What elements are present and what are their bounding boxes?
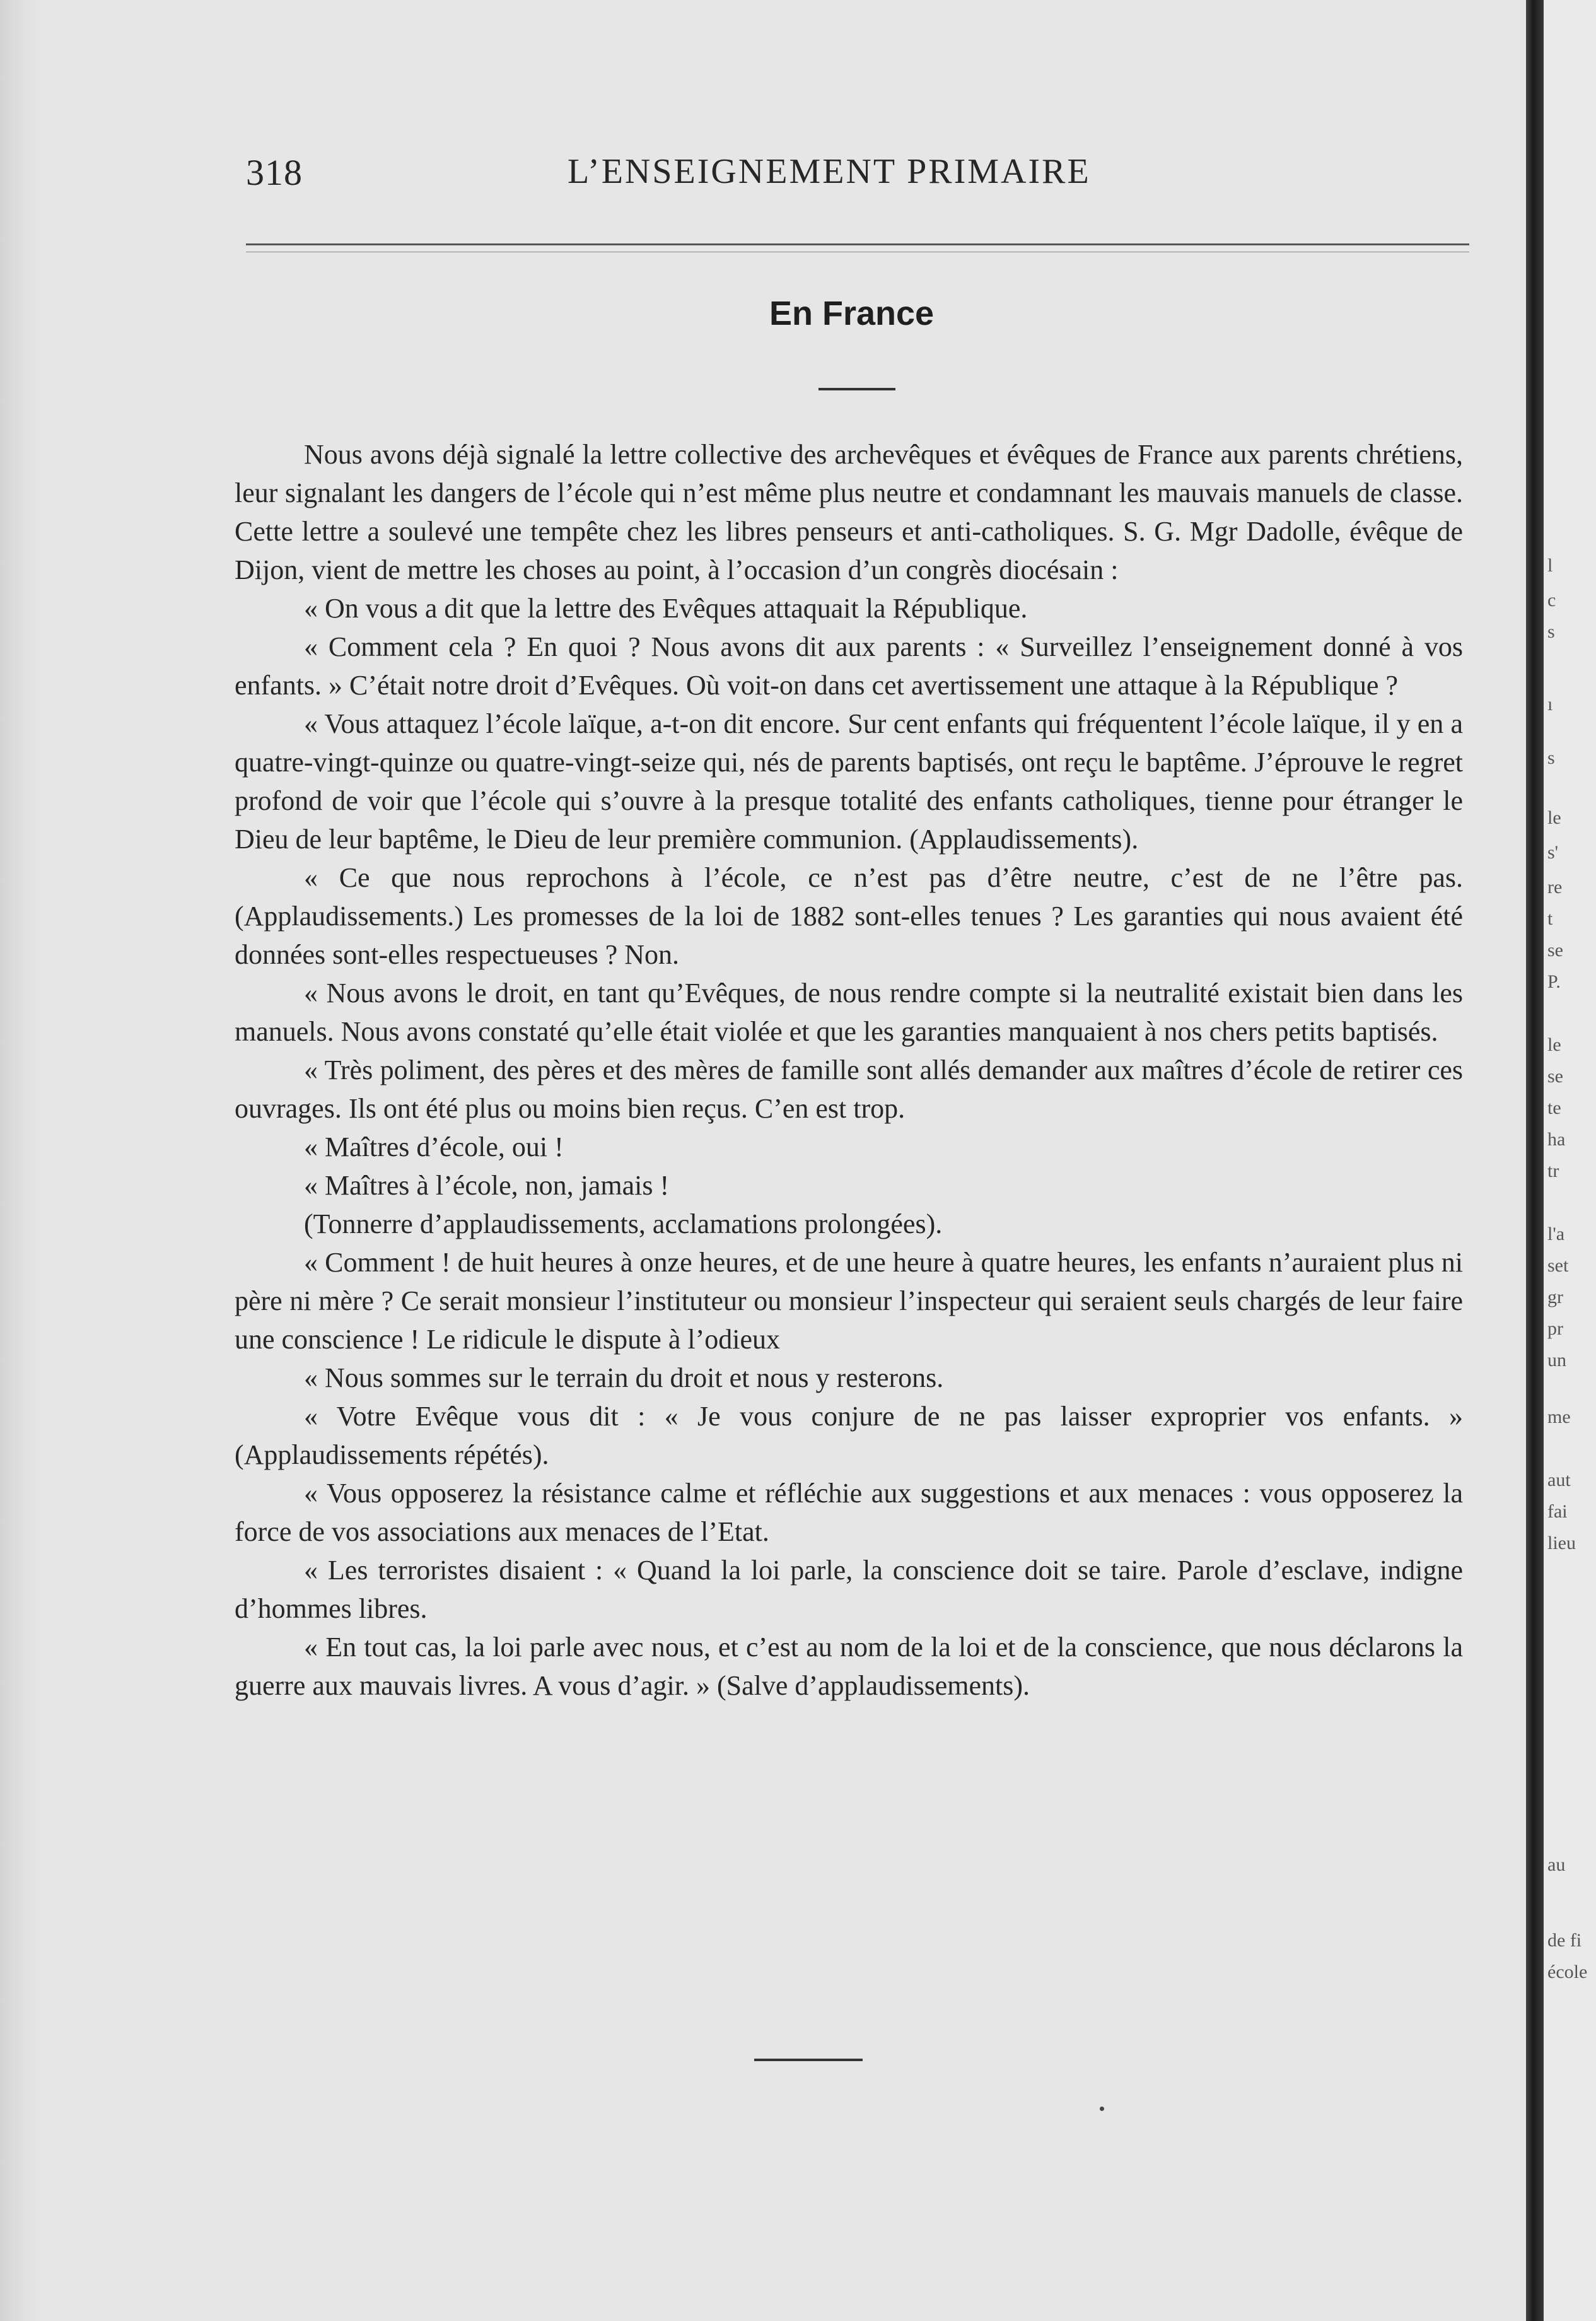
- facing-page-fragment: set: [1547, 1255, 1569, 1276]
- facing-page-fragment: ı: [1547, 694, 1553, 715]
- paragraph: « Vous opposerez la résistance calme et réfléchie aux suggestions et aux menaces : vous opposerez la force de vos associations aux menaces de l’Etat.: [235, 1478, 1463, 1547]
- paragraph: (Tonnerre d’applaudissements, acclamations prolongées).: [304, 1208, 943, 1239]
- facing-page-fragment: P.: [1547, 971, 1561, 992]
- facing-page-fragment: le: [1547, 1034, 1561, 1055]
- paragraph: « Maîtres d’école, oui !: [304, 1131, 564, 1162]
- paragraph: « Comment ! de huit heures à onze heures, et de une heure à quatre heures, les enfants n’auraient plus ni père ni mère ? Ce serait monsieur l’instituteur ou monsieur l’inspecteur qui seraient seuls chargés de leur faire une conscience ! Le ridicule le dispute à l’odieux: [235, 1247, 1463, 1355]
- facing-page-fragment: se: [1547, 1066, 1563, 1087]
- title-separator: [818, 388, 895, 390]
- facing-page-fragment: au: [1547, 1854, 1566, 1875]
- facing-page-fragment: s: [1547, 621, 1555, 642]
- page-header: [246, 151, 1476, 202]
- facing-page-edge: [1544, 0, 1596, 2321]
- facing-page-fragment: gr: [1547, 1287, 1563, 1307]
- paragraph: « Très poliment, des pères et des mères de famille sont allés demander aux maîtres d’école de retirer ces ouvrages. Ils ont été plus ou moins bien reçus. C’en est trop.: [235, 1055, 1463, 1124]
- facing-page-fragment: s': [1547, 842, 1559, 863]
- facing-page-fragment: l'a: [1547, 1224, 1565, 1244]
- article-title: En France: [769, 295, 935, 332]
- scan-margin: [0, 0, 44, 2321]
- paragraph: « Ce que nous reprochons à l’école, ce n’est pas d’être neutre, c’est de ne l’être pas. (Applaudissements.) Les promesses de la loi de 1882 sont-elles tenues ? Les garanties qui nous avaient été données sont-elles respectueuses ? Non.: [235, 862, 1463, 970]
- paragraph: « Nous avons le droit, en tant qu’Evêques, de nous rendre compte si la neutralité existait bien dans les manuels. Nous avons constaté qu’elle était violée et que les garanties manquaient à nos chers petits baptisés.: [235, 978, 1463, 1047]
- facing-page-fragment: aut: [1547, 1470, 1571, 1490]
- paragraph: « On vous a dit que la lettre des Evêques attaquait la République.: [304, 593, 1028, 624]
- end-rule: [754, 2059, 863, 2061]
- facing-page-fragment: lieu: [1547, 1533, 1576, 1553]
- facing-page-fragment: de fi: [1547, 1930, 1582, 1951]
- running-title: L’ENSEIGNEMENT PRIMAIRE: [568, 152, 1091, 191]
- page-number: 318: [246, 152, 303, 193]
- facing-page-fragment: t: [1547, 908, 1553, 929]
- facing-page-fragment: école: [1547, 1961, 1588, 1982]
- paragraph: « Nous sommes sur le terrain du droit et nous y resterons.: [304, 1362, 944, 1393]
- facing-page-fragment: re: [1547, 877, 1563, 897]
- paragraph: « Vous attaquez l’école laïque, a-t-on dit encore. Sur cent enfants qui fréquentent l’école laïque, il y en a quatre-vingt-quinze ou quatre-vingt-seize qui, nés de parents baptisés, ont reçu le baptême. J’éprouve le regret profond de voir que l’école qui s’ouvre à la presque totalité des enfants catholiques, tienne pour étranger le Dieu de leur baptême, le Dieu de leur première communion. (Applaudissements).: [235, 708, 1463, 855]
- facing-page-fragment: pr: [1547, 1318, 1563, 1339]
- paragraph: « Comment cela ? En quoi ? Nous avons dit aux parents : « Surveillez l’enseignement donné à vos enfants. » C’était notre droit d’Evêques. Où voit-on dans cet avertissement une attaque à la République ?: [235, 631, 1463, 701]
- paragraph: « Votre Evêque vous dit : « Je vous conjure de ne pas laisser exproprier vos enfants. » (Applaudissements répétés).: [235, 1401, 1463, 1470]
- facing-page-fragment: fai: [1547, 1501, 1568, 1522]
- paragraph: « Maîtres à l’école, non, jamais !: [304, 1170, 670, 1201]
- article-body: [235, 435, 1463, 1705]
- facing-page-fragment: s: [1547, 747, 1555, 768]
- facing-page-fragment: te: [1547, 1097, 1561, 1118]
- facing-page-fragment: ha: [1547, 1129, 1566, 1150]
- paragraph: « Les terroristes disaient : « Quand la loi parle, la conscience doit se taire. Parole d’esclave, indigne d’hommes libres.: [235, 1555, 1463, 1624]
- facing-page-fragment: c: [1547, 590, 1556, 611]
- facing-page-fragment: se: [1547, 940, 1563, 961]
- facing-page-fragment: me: [1547, 1406, 1571, 1427]
- header-rule: [246, 243, 1469, 252]
- facing-page-fragment: un: [1547, 1350, 1566, 1371]
- facing-page-fragment: le: [1547, 807, 1561, 828]
- paragraph: « En tout cas, la loi parle avec nous, et c’est au nom de la loi et de la conscience, que nous déclarons la guerre aux mauvais livres. A vous d’agir. » (Salve d’applaudissements).: [235, 1632, 1463, 1701]
- print-speck: [1100, 2107, 1104, 2111]
- facing-page-fragment: tr: [1547, 1160, 1559, 1181]
- book-spine: [1526, 0, 1544, 2321]
- paragraph: Nous avons déjà signalé la lettre collective des archevêques et évêques de France aux parents chrétiens, leur signalant les dangers de l’école qui n’est même plus neutre et condamnant les mauvais manuels de classe. Cette lettre a soulevé une tempête chez les libres penseurs et anti-catholiques. S. G. Mgr Dadolle, évêque de Dijon, vient de mettre les choses au point, à l’occasion d’un congrès diocésain :: [235, 439, 1463, 585]
- facing-page-fragment: l: [1547, 555, 1553, 576]
